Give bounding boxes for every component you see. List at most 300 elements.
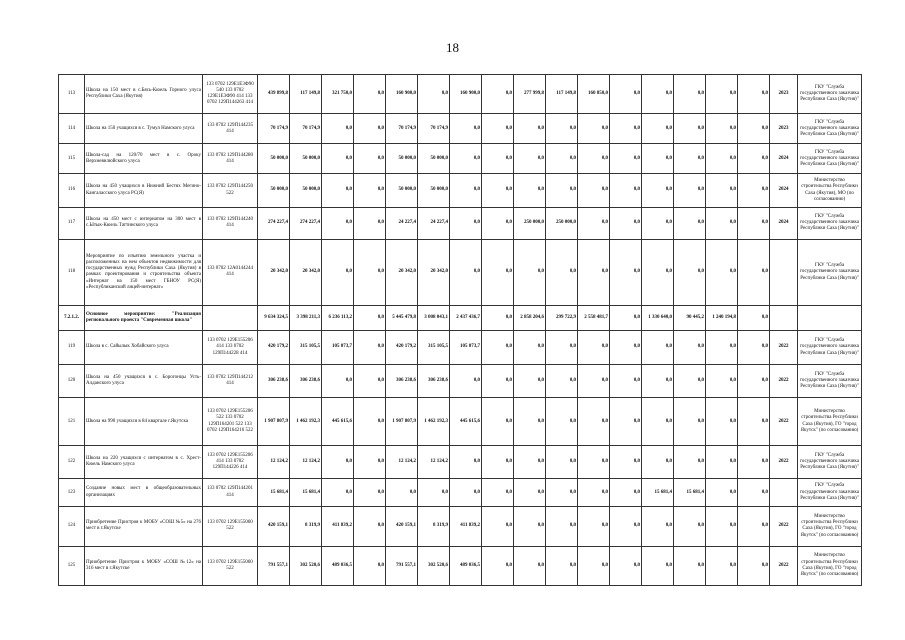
amount-cell: 0,0 [514, 114, 546, 144]
amount-cell: 0,0 [674, 114, 706, 144]
amount-cell: 0,0 [738, 546, 770, 586]
year-cell [770, 306, 798, 331]
amount-cell: 0,0 [578, 507, 610, 546]
activity-name: Приобретение Пристроя к МОБУ «СОШ №12» на 316 мест в г.Якутске [85, 546, 203, 586]
year-cell: 2024 [770, 207, 798, 239]
amount-cell: 0,0 [642, 144, 674, 174]
amount-cell: 306 238,6 [418, 365, 450, 398]
amount-cell: 0,0 [546, 546, 578, 586]
responsible-cell: ГКУ "Служба государственного заказчика Республики Саха (Якутия)" [798, 330, 862, 364]
amount-cell: 0,0 [578, 239, 610, 305]
row-number: 114 [59, 114, 85, 144]
responsible-cell: ГКУ "Служба государственного заказчика Республики Саха (Якутия)" [798, 239, 862, 305]
amount-cell: 0,0 [706, 507, 738, 546]
amount-cell: 0,0 [738, 365, 770, 398]
amount-cell: 0,0 [738, 445, 770, 478]
amount-cell: 0,0 [578, 114, 610, 144]
amount-cell: 0,0 [322, 174, 354, 207]
amount-cell: 0,0 [610, 75, 642, 114]
amount-cell: 0,0 [354, 330, 386, 364]
amount-cell: 0,0 [482, 330, 514, 364]
amount-cell: 0,0 [482, 479, 514, 507]
amount-cell: 160 900,0 [450, 75, 482, 114]
amount-cell: 0,0 [354, 174, 386, 207]
amount-cell: 50 000,0 [290, 144, 322, 174]
amount-cell: 0,0 [354, 114, 386, 144]
amount-cell: 0,0 [738, 239, 770, 305]
year-cell: 2023 [770, 75, 798, 114]
amount-cell: 0,0 [482, 306, 514, 331]
budget-code: 133 0702 12А0144244 414 [203, 239, 258, 305]
year-cell: 2022 [770, 398, 798, 446]
amount-cell: 0,0 [354, 365, 386, 398]
amount-cell: 117 149,8 [546, 75, 578, 114]
amount-cell: 20 342,0 [258, 239, 290, 305]
amount-cell: 0,0 [674, 207, 706, 239]
amount-cell: 160 850,0 [578, 75, 610, 114]
amount-cell: 0,0 [514, 174, 546, 207]
amount-cell: 0,0 [674, 174, 706, 207]
amount-cell: 0,0 [482, 174, 514, 207]
amount-cell: 24 227,4 [386, 207, 418, 239]
budget-code: 133 0702 129П144201 414 [203, 479, 258, 507]
amount-cell: 6 236 113,2 [322, 306, 354, 331]
amount-cell: 274 227,4 [290, 207, 322, 239]
year-cell: 2023 [770, 114, 798, 144]
amount-cell: 0,0 [322, 479, 354, 507]
amount-cell: 0,0 [482, 239, 514, 305]
amount-cell: 0,0 [674, 75, 706, 114]
activity-name: Основное мероприятие: "Реализация регионального проекта "Современная школа" [85, 306, 203, 331]
amount-cell: 50 000,0 [418, 144, 450, 174]
amount-cell: 105 073,7 [450, 330, 482, 364]
amount-cell: 0,0 [418, 75, 450, 114]
amount-cell: 0,0 [546, 330, 578, 364]
activity-name: Школа на 150 учащихся в с. Тумул Намского улуса [85, 114, 203, 144]
amount-cell: 2 437 436,7 [450, 306, 482, 331]
amount-cell: 439 899,8 [258, 75, 290, 114]
amount-cell: 0,0 [450, 114, 482, 144]
amount-cell: 0,0 [738, 207, 770, 239]
amount-cell: 0,0 [546, 445, 578, 478]
amount-cell: 0,0 [642, 365, 674, 398]
amount-cell: 302 520,6 [418, 546, 450, 586]
amount-cell: 12 124,2 [418, 445, 450, 478]
amount-cell: 160 900,0 [386, 75, 418, 114]
row-number: 125 [59, 546, 85, 586]
amount-cell: 420 159,1 [386, 507, 418, 546]
amount-cell: 0,0 [482, 144, 514, 174]
table-row [59, 330, 862, 364]
amount-cell: 0,0 [738, 306, 770, 331]
amount-cell: 0,0 [322, 207, 354, 239]
amount-cell: 0,0 [322, 114, 354, 144]
table-row [59, 239, 862, 305]
amount-cell: 50 000,0 [258, 174, 290, 207]
row-number: 123 [59, 479, 85, 507]
amount-cell: 0,0 [674, 507, 706, 546]
amount-cell: 50 000,0 [418, 174, 450, 207]
table-row [59, 114, 862, 144]
amount-cell: 12 124,2 [290, 445, 322, 478]
activity-name: Школа-сад на 120/70 мест в с. Ороку Верхневилюйского улуса [85, 144, 203, 174]
row-number: 116 [59, 174, 85, 207]
amount-cell: 0,0 [578, 546, 610, 586]
row-number: 115 [59, 144, 85, 174]
budget-code: 133 0702 129П144280 414 [203, 144, 258, 174]
amount-cell: 20 342,0 [386, 239, 418, 305]
amount-cell: 1 462 192,3 [418, 398, 450, 446]
amount-cell: 445 615,6 [322, 398, 354, 446]
amount-cell: 1 462 192,3 [290, 398, 322, 446]
amount-cell: 411 839,2 [322, 507, 354, 546]
amount-cell: 2 858 204,6 [514, 306, 546, 331]
amount-cell: 0,0 [450, 207, 482, 239]
row-number: 119 [59, 330, 85, 364]
amount-cell: 0,0 [738, 144, 770, 174]
responsible-cell [798, 306, 862, 331]
amount-cell: 250 000,0 [546, 207, 578, 239]
amount-cell: 15 681,4 [290, 479, 322, 507]
amount-cell: 0,0 [706, 365, 738, 398]
amount-cell: 0,0 [514, 144, 546, 174]
table-row [59, 507, 862, 546]
amount-cell: 0,0 [610, 114, 642, 144]
amount-cell: 50 000,0 [258, 144, 290, 174]
amount-cell: 0,0 [354, 479, 386, 507]
responsible-cell: ГКУ "Служба государственного заказчика Республики Саха (Якутия)" [798, 207, 862, 239]
year-cell: 2022 [770, 365, 798, 398]
amount-cell: 274 227,4 [258, 207, 290, 239]
amount-cell: 0,0 [610, 398, 642, 446]
amount-cell: 0,0 [514, 507, 546, 546]
amount-cell: 0,0 [450, 479, 482, 507]
responsible-cell: ГКУ "Служба государственного заказчика Республики Саха (Якутия)" [798, 445, 862, 478]
amount-cell: 0,0 [610, 306, 642, 331]
activity-name: Создание новых мест в общеобразовательных организациях [85, 479, 203, 507]
budget-code: 133 0702 129П144235 414 [203, 114, 258, 144]
amount-cell: 0,0 [482, 398, 514, 446]
amount-cell: 420 159,1 [258, 507, 290, 546]
year-cell [770, 479, 798, 507]
amount-cell: 0,0 [418, 479, 450, 507]
amount-cell: 0,0 [482, 365, 514, 398]
amount-cell: 0,0 [450, 144, 482, 174]
amount-cell: 0,0 [578, 445, 610, 478]
amount-cell: 8 319,9 [418, 507, 450, 546]
amount-cell: 0,0 [610, 507, 642, 546]
row-number: 122 [59, 445, 85, 478]
page-number: 18 [446, 40, 459, 55]
amount-cell: 0,0 [546, 174, 578, 207]
amount-cell: 0,0 [610, 330, 642, 364]
amount-cell: 0,0 [514, 365, 546, 398]
amount-cell: 0,0 [674, 445, 706, 478]
amount-cell: 0,0 [546, 239, 578, 305]
amount-cell: 0,0 [738, 479, 770, 507]
amount-cell: 12 124,2 [386, 445, 418, 478]
amount-cell: 0,0 [674, 365, 706, 398]
amount-cell: 0,0 [450, 365, 482, 398]
amount-cell: 0,0 [322, 365, 354, 398]
year-cell [770, 239, 798, 305]
responsible-cell: Министерство строительства Республики Саха (Якутия), ГО "город Якутск" (по согласованию) [798, 398, 862, 446]
responsible-cell: Министерство строительства Республики Саха (Якутия), ГО "город Якутск" (по согласованию) [798, 507, 862, 546]
amount-cell: 321 750,0 [322, 75, 354, 114]
amount-cell: 1 330 640,0 [642, 306, 674, 331]
amount-cell: 0,0 [578, 398, 610, 446]
amount-cell: 0,0 [642, 445, 674, 478]
amount-cell: 1 907 807,9 [258, 398, 290, 446]
amount-cell: 0,0 [642, 114, 674, 144]
budget-code: 133 0702 129E1Е3Ф90 540 133 0702 129E1Е3Ф90 414 133 0702 129П144263 414 [203, 75, 258, 114]
activity-name: Школа на 150 мест в с.Бясь-Кюель Горного улуса Республики Саха (Якутия) [85, 75, 203, 114]
amount-cell: 0,0 [354, 546, 386, 586]
amount-cell: 0,0 [450, 239, 482, 305]
amount-cell: 0,0 [706, 174, 738, 207]
amount-cell: 0,0 [706, 114, 738, 144]
amount-cell: 0,0 [322, 239, 354, 305]
amount-cell: 0,0 [386, 479, 418, 507]
amount-cell: 0,0 [674, 330, 706, 364]
amount-cell: 0,0 [578, 174, 610, 207]
amount-cell: 9 634 324,5 [258, 306, 290, 331]
amount-cell: 0,0 [514, 398, 546, 446]
amount-cell: 0,0 [642, 507, 674, 546]
responsible-cell: ГКУ "Служба государственного заказчика Республики Саха (Якутия)" [798, 479, 862, 507]
amount-cell: 50 000,0 [386, 174, 418, 207]
amount-cell: 315 105,5 [290, 330, 322, 364]
amount-cell: 299 722,9 [546, 306, 578, 331]
amount-cell: 0,0 [706, 330, 738, 364]
table-row [59, 174, 862, 207]
amount-cell: 0,0 [354, 239, 386, 305]
amount-cell: 0,0 [482, 445, 514, 478]
budget-code: 133 0702 129П144212 414 [203, 365, 258, 398]
amount-cell: 0,0 [482, 114, 514, 144]
amount-cell: 20 342,0 [418, 239, 450, 305]
amount-cell: 489 036,5 [322, 546, 354, 586]
amount-cell: 0,0 [546, 398, 578, 446]
amount-cell: 0,0 [610, 239, 642, 305]
amount-cell: 0,0 [642, 75, 674, 114]
amount-cell: 791 557,1 [386, 546, 418, 586]
activity-name: Приобретение Пристроя к МОБУ «СОШ №5» на 276 мест в г.Якутске [85, 507, 203, 546]
responsible-cell: ГКУ "Служба государственного заказчика Республики Саха (Якутия)" [798, 365, 862, 398]
amount-cell: 50 000,0 [290, 174, 322, 207]
budget-code: 133 0702 129П144250 522 [203, 174, 258, 207]
amount-cell: 0,0 [546, 144, 578, 174]
amount-cell: 1 240 194,8 [706, 306, 738, 331]
table-row [59, 75, 862, 114]
activity-name: Школа на 450 учащихся в с. Борогонцы Усть-Алданского улуса [85, 365, 203, 398]
amount-cell: 489 036,5 [450, 546, 482, 586]
amount-cell: 2 558 481,7 [578, 306, 610, 331]
budget-code [203, 306, 258, 331]
program-table [58, 74, 862, 586]
amount-cell: 0,0 [738, 174, 770, 207]
year-cell: 2022 [770, 330, 798, 364]
table-row [59, 445, 862, 478]
amount-cell: 0,0 [450, 174, 482, 207]
amount-cell: 0,0 [514, 445, 546, 478]
table-row [59, 306, 862, 331]
amount-cell: 0,0 [674, 144, 706, 174]
amount-cell: 0,0 [482, 546, 514, 586]
amount-cell: 277 999,8 [514, 75, 546, 114]
amount-cell: 0,0 [642, 330, 674, 364]
table-row [59, 546, 862, 586]
amount-cell: 0,0 [354, 445, 386, 478]
amount-cell: 0,0 [322, 445, 354, 478]
amount-cell: 90 445,2 [674, 306, 706, 331]
activity-name: Школа на 220 учащихся с интернатом в с. Хрест-Кюель Намского улуса [85, 445, 203, 478]
amount-cell: 0,0 [610, 144, 642, 174]
amount-cell: 0,0 [482, 507, 514, 546]
amount-cell: 0,0 [578, 330, 610, 364]
row-number: 7.2.1.2. [59, 306, 85, 331]
amount-cell: 0,0 [610, 207, 642, 239]
amount-cell: 306 238,6 [290, 365, 322, 398]
amount-cell: 12 124,2 [258, 445, 290, 478]
amount-cell: 0,0 [706, 207, 738, 239]
amount-cell: 0,0 [354, 398, 386, 446]
amount-cell: 3 398 211,3 [290, 306, 322, 331]
amount-cell: 0,0 [706, 75, 738, 114]
amount-cell: 20 342,0 [290, 239, 322, 305]
amount-cell: 791 557,1 [258, 546, 290, 586]
activity-name: Школа на 450 мест с интернатом на 300 мест в с.Ытык-Кюель Таттинского улуса [85, 207, 203, 239]
amount-cell: 0,0 [354, 75, 386, 114]
row-number: 120 [59, 365, 85, 398]
table-row [59, 207, 862, 239]
amount-cell: 250 000,0 [514, 207, 546, 239]
budget-code: 133 0702 129E155060 522 [203, 507, 258, 546]
amount-cell: 0,0 [578, 479, 610, 507]
amount-cell: 117 149,8 [290, 75, 322, 114]
amount-cell: 0,0 [610, 479, 642, 507]
amount-cell: 445 615,6 [450, 398, 482, 446]
year-cell: 2022 [770, 445, 798, 478]
activity-name: Мероприятие по изъятию земельного участка и расположенных на нем объектов недвижимости для государственных нужд Республики Саха (Якутия) в рамках проектирования и строительства объекта «Интернат на 150 мест ГБНОУ РС(Я) «Республиканский лицей-интернат» [85, 239, 203, 305]
amount-cell: 0,0 [738, 114, 770, 144]
amount-cell: 0,0 [738, 398, 770, 446]
amount-cell: 1 907 807,9 [386, 398, 418, 446]
amount-cell: 302 520,6 [290, 546, 322, 586]
amount-cell: 306 238,6 [258, 365, 290, 398]
activity-name: Школа на 990 учащихся в 84 квартале г.Якутска [85, 398, 203, 446]
responsible-cell: ГКУ "Служба государственного заказчика Республики Саха (Якутия)" [798, 114, 862, 144]
amount-cell: 105 073,7 [322, 330, 354, 364]
amount-cell: 0,0 [674, 546, 706, 586]
activity-name: Школа на 450 учащихся в Нижний Бестях Мегино-Кангаласского улуса РС(Я) [85, 174, 203, 207]
responsible-cell: ГКУ "Служба государственного заказчика Республики Саха (Якутия)" [798, 75, 862, 114]
year-cell: 2022 [770, 507, 798, 546]
amount-cell: 306 238,6 [386, 365, 418, 398]
budget-code: 133 0702 129П144240 414 [203, 207, 258, 239]
row-number: 117 [59, 207, 85, 239]
amount-cell: 70 174,9 [418, 114, 450, 144]
amount-cell: 0,0 [642, 398, 674, 446]
amount-cell: 0,0 [578, 365, 610, 398]
amount-cell: 0,0 [610, 546, 642, 586]
table-row [59, 398, 862, 446]
amount-cell: 0,0 [482, 75, 514, 114]
year-cell: 2022 [770, 546, 798, 586]
amount-cell: 0,0 [322, 144, 354, 174]
amount-cell: 0,0 [546, 507, 578, 546]
amount-cell: 0,0 [738, 75, 770, 114]
amount-cell: 15 681,4 [258, 479, 290, 507]
amount-cell: 0,0 [738, 330, 770, 364]
budget-code: 133 0702 129E155206 414 133 0702 129П144228 414 [203, 330, 258, 364]
amount-cell: 15 681,4 [674, 479, 706, 507]
row-number: 124 [59, 507, 85, 546]
amount-cell: 70 174,9 [290, 114, 322, 144]
amount-cell: 315 105,5 [418, 330, 450, 364]
amount-cell: 0,0 [642, 207, 674, 239]
amount-cell: 0,0 [514, 546, 546, 586]
amount-cell: 0,0 [642, 239, 674, 305]
amount-cell: 5 445 479,8 [386, 306, 418, 331]
amount-cell: 0,0 [738, 507, 770, 546]
amount-cell: 0,0 [706, 398, 738, 446]
amount-cell: 0,0 [482, 207, 514, 239]
amount-cell: 0,0 [642, 174, 674, 207]
responsible-cell: Министерство строительства Республики Саха (Якутия), ГО "город Якутск" (по согласованию) [798, 546, 862, 586]
amount-cell: 0,0 [610, 174, 642, 207]
amount-cell: 0,0 [610, 365, 642, 398]
amount-cell: 0,0 [642, 546, 674, 586]
amount-cell: 0,0 [450, 445, 482, 478]
amount-cell: 0,0 [674, 398, 706, 446]
amount-cell: 0,0 [546, 114, 578, 144]
amount-cell: 420 179,2 [386, 330, 418, 364]
amount-cell: 8 319,9 [290, 507, 322, 546]
amount-cell: 50 000,0 [386, 144, 418, 174]
amount-cell: 0,0 [706, 144, 738, 174]
activity-name: Школа в с. Сайылык Хобайского улуса [85, 330, 203, 364]
amount-cell: 0,0 [514, 239, 546, 305]
amount-cell: 0,0 [610, 445, 642, 478]
amount-cell: 0,0 [706, 479, 738, 507]
amount-cell: 420 179,2 [258, 330, 290, 364]
amount-cell: 0,0 [354, 144, 386, 174]
amount-cell: 70 174,9 [258, 114, 290, 144]
amount-cell: 24 227,4 [418, 207, 450, 239]
amount-cell: 0,0 [514, 330, 546, 364]
amount-cell: 0,0 [578, 207, 610, 239]
amount-cell: 0,0 [354, 507, 386, 546]
amount-cell: 0,0 [706, 546, 738, 586]
amount-cell: 0,0 [674, 239, 706, 305]
row-number: 121 [59, 398, 85, 446]
amount-cell: 0,0 [578, 144, 610, 174]
table-row [59, 479, 862, 507]
row-number: 113 [59, 75, 85, 114]
amount-cell: 15 681,4 [642, 479, 674, 507]
amount-cell: 0,0 [706, 239, 738, 305]
amount-cell: 0,0 [354, 306, 386, 331]
budget-code: 133 0702 129E155206 522 133 0702 129П164201 522 133 0702 129П164216 522 [203, 398, 258, 446]
responsible-cell: Министерство строительства Республики Саха (Якутия), МО (по согласованию) [798, 174, 862, 207]
amount-cell: 0,0 [546, 479, 578, 507]
table-row [59, 144, 862, 174]
budget-code: 133 0702 129E155206 414 133 0702 129П144226 414 [203, 445, 258, 478]
budget-code: 133 0702 129E155060 522 [203, 546, 258, 586]
responsible-cell: ГКУ "Служба государственного заказчика Республики Саха (Якутия)" [798, 144, 862, 174]
year-cell: 2024 [770, 144, 798, 174]
